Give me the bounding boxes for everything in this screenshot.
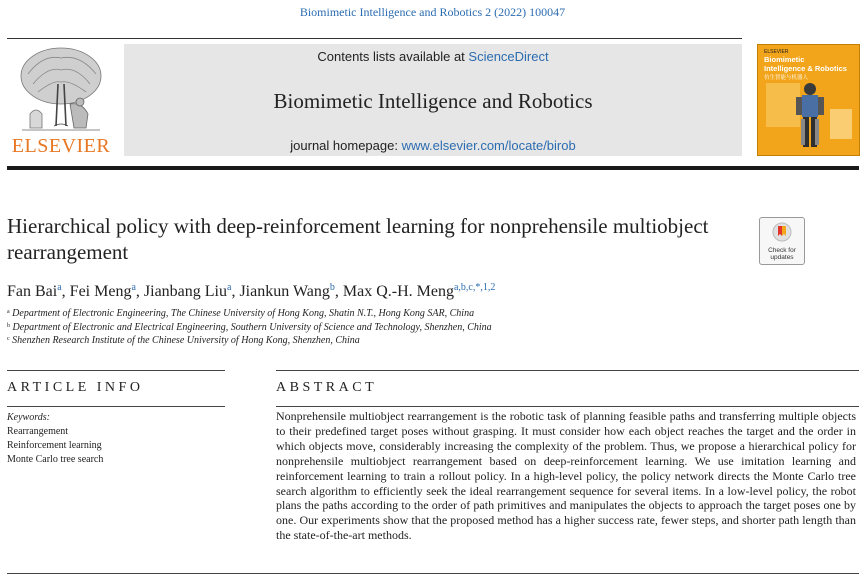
author-affiliation-mark[interactable]: a (227, 282, 232, 293)
section-bottom-rule (7, 573, 859, 574)
badge-line2: updates (770, 254, 794, 261)
author-affiliation-mark[interactable]: a (131, 282, 136, 293)
affiliation-mark: a (7, 309, 10, 315)
affiliation-item (7, 322, 492, 333)
article-title: Hierarchical policy with deep-reinforcement learning for nonprehensile multiobject rearrangement (7, 214, 709, 264)
contents-prefix: Contents lists available at (317, 49, 469, 64)
author-name[interactable]: Fan Bai (7, 283, 58, 300)
affiliation-item (7, 308, 474, 319)
tree-logo-icon (8, 44, 114, 136)
abstract-top-rule (276, 370, 859, 371)
author-separator: , (334, 283, 343, 300)
journal-masthead (124, 44, 742, 156)
author-list (7, 282, 767, 301)
author-affiliation-mark[interactable]: b (329, 282, 335, 293)
affiliation-mark: b (7, 323, 10, 329)
sciencedirect-link[interactable]: ScienceDirect (468, 49, 549, 64)
cover-publisher: ELSEVIER (764, 49, 789, 55)
affiliation-text: Shenzhen Research Institute of the Chinese University of Hong Kong, Shenzhen, China (12, 335, 360, 346)
author-separator: , (61, 283, 70, 300)
keyword-item: Rearrangement (7, 426, 69, 437)
masthead-bottom-rule (7, 166, 859, 170)
journal-homepage-link[interactable]: www.elsevier.com/locate/birob (401, 138, 576, 153)
cover-title (764, 55, 856, 73)
abstract-heading: ABSTRACT (276, 380, 378, 395)
header-divider (7, 38, 742, 39)
abstract-rule (276, 406, 859, 407)
homepage-prefix: journal homepage: (290, 138, 402, 153)
badge-line1: Check for (768, 247, 796, 254)
author-affiliation-mark[interactable]: a (57, 282, 62, 293)
check-for-updates-button[interactable] (759, 217, 805, 265)
author-affiliation-mark[interactable]: a,b,c,*,1,2 (453, 282, 496, 293)
homepage-line (124, 138, 742, 153)
robot-figure-icon (758, 79, 860, 156)
author-name[interactable]: Jianbang Liu (143, 283, 227, 300)
contents-line (124, 49, 742, 64)
affiliation-item (7, 335, 360, 346)
article-info-heading: ARTICLE INFO (7, 380, 144, 395)
author-name[interactable]: Fei Meng (69, 283, 132, 300)
keyword-item: Monte Carlo tree search (7, 454, 104, 465)
bookmark-icon (772, 222, 792, 242)
abstract-body: Nonprehensile multiobject rearrangement is the robotic task of planning feasible paths and transferring multiple objects to their predefined target poses without grasping. It must consider how each object reaches the target and the order in which objects move, considerably increasing the complexity of the problem. Thus, we propose a hierarchical policy for nonprehensile multiobject rearrangement based on deep-reinforcement learning. We use imitation learning and reinforcement learning to train a rollout policy. In a high-level policy, the policy network directs the Monte Carlo tree search algorithm to efficiently seek the ideal rearrangement sequence for several items. In a low-level policy, the robot plans the paths according to the order of path primitives and manipulates the objects to approach the target poses one by one. Our experiments show that the proposed method has a higher success rate, fewer steps, and shorter path length than the state-of-the-art methods. (276, 409, 856, 543)
affiliation-mark: c (7, 336, 10, 342)
journal-cover-image[interactable] (757, 44, 860, 156)
keywords-label: Keywords: (7, 412, 50, 423)
cover-title-line1: Biomimetic (764, 55, 805, 64)
keyword-item: Reinforcement learning (7, 440, 102, 451)
author-name[interactable]: Jiankun Wang (239, 283, 330, 300)
author-separator: , (231, 283, 240, 300)
author-separator: , (135, 283, 144, 300)
publisher-logo-text: ELSEVIER (11, 135, 111, 157)
journal-name: Biomimetic Intelligence and Robotics (273, 89, 593, 113)
author-name[interactable]: Max Q.-H. Meng (342, 283, 454, 300)
cover-subtitle: 仿生智能与机器人 (764, 75, 809, 81)
affiliation-text: Department of Electronic and Electrical Engineering, Southern University of Science and Technology, Shenzhen, China (12, 322, 492, 333)
article-info-rule (7, 406, 225, 407)
article-info-top-rule (7, 370, 225, 371)
journal-citation[interactable]: Biomimetic Intelligence and Robotics 2 (2022) 100047 (299, 5, 566, 19)
affiliation-text: Department of Electronic Engineering, The Chinese University of Hong Kong, Shatin N.T., Hong Kong SAR, China (12, 308, 475, 319)
elsevier-logo[interactable] (8, 44, 114, 156)
cover-title-line2: Intelligence & Robotics (764, 64, 847, 73)
